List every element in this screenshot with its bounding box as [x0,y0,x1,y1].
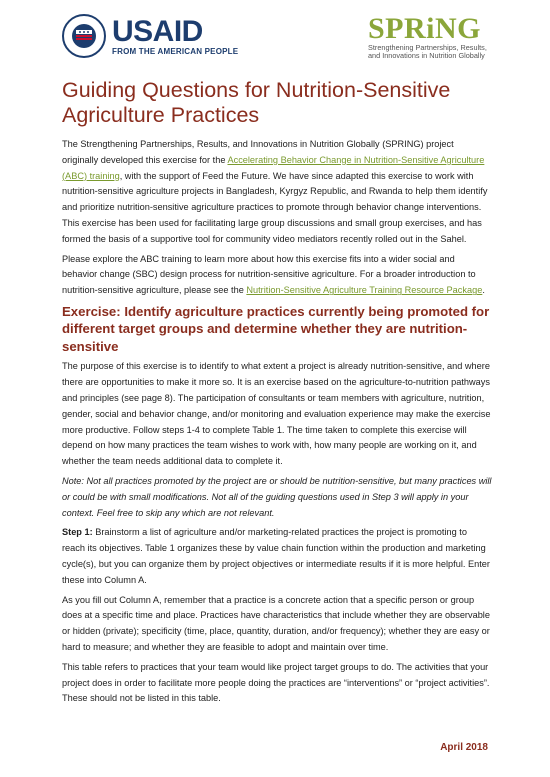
spring-tagline-2: and Innovations in Nutrition Globally [368,51,485,61]
usaid-seal-icon [62,14,106,58]
usaid-tagline: FROM THE AMERICAN PEOPLE [112,46,239,56]
spring-wordmark: SPRiNG [368,12,482,45]
page-title [62,78,492,128]
page-header [62,14,488,64]
intro-paragraph-2 [62,252,492,299]
column-a-paragraph: As you fill out Column A, remember that a practice is a concrete action that a specific person or group does at a specific time and place. Practices have characteristics that include whether they are observable or hidden (private); specificity (time, place, quantity, duration, and/or frequency); whether they are easy or hard to measure; and whether they are feasible to adopt and maintain over time. [62,594,490,653]
usaid-wordmark: USAID [112,14,203,48]
exercise-heading: Exercise: Identify agriculture practices currently being promoted for different target groups and determine whether they are nutrition-sensitive [62,303,490,354]
title-line-2: Agriculture Practices [62,103,260,127]
step-1-label: Step 1: [62,527,93,538]
intro-p1-text-a: The Strengthening Partnerships, Results, and Innovations in Nutrition Globally (SPRING) project originally developed this exercise for the [62,139,454,165]
intro-p2-text-a: Please explore the ABC training to learn more about how this exercise fits into a wider social and behavior change (SBC) design process for nutrition-sensitive agriculture. For a broader introduction to nutrition-sensitive agriculture, please see the [62,253,476,296]
note-paragraph: Note: Not all practices promoted by the project are or should be nutrition-sensitive, but many practices will or could be with small modifications. Not all of the guiding questions used in Step 3 will apply in your context. Feel free to skip any which are not relevant. [62,476,492,518]
step-1-text: Brainstorm a list of agriculture and/or marketing-related practices the project is promoting to reach its objectives. Table 1 organizes these by value chain function within the production and marketing cycle(s), but you can organize them by project objectives or intermediate results if it is more helpful. Enter these into Column A. [62,527,490,585]
step-1-paragraph [62,525,492,588]
training-resource-package-link[interactable]: Nutrition-Sensitive Agriculture Training Resource Package [246,285,483,296]
document-body [62,78,492,711]
intro-paragraph-1 [62,137,492,248]
table-note-paragraph: This table refers to practices that your team would like project target groups to do. The activities that your project does in order to facilitate more people doing the practices are “interventions” or “project activities”. These should not be listed in this table. [62,661,490,704]
publication-date: April 2018 [440,742,488,753]
spring-logo [368,14,488,61]
abc-training-link[interactable]: Accelerating Behavior Change in Nutrition-Sensitive Agriculture (ABC) training [62,154,485,181]
purpose-paragraph: The purpose of this exercise is to identify to what extent a project is already nutrition-sensitive, and where there are opportunities to make it more so. It is an exercise based on the agriculture-to-nutrition pathways and principles (see page 8). The participation of consultants or team members with agriculture, nutrition, gender, social and behavior change, and/or monitoring and evaluation experience may make the exercise more productive. Follow steps 1-4 to complete Table 1. The time taken to complete this exercise will depend on how many practices the team wishes to work with, how many people are working on it, and whether the team needs additional data to complete it. [62,361,491,467]
intro-p1-text-b: , with the support of Feed the Future. We have since adapted this exercise to work with nutrition-sensitive agriculture projects in Bangladesh, Kyrgyz Republic, and Rwanda to help them identify and prioritize nutrition-sensitive agriculture practices to promote through behavior change interventions. This exercise has been used for facilitating large group discussions and small group exercises, and has formed the basis of a supportive tool for community video mediators recently rolled out in the Sahel. [62,170,488,244]
spring-tagline-1: Strengthening Partnerships, Results, [368,43,487,52]
usaid-logo [62,14,238,58]
title-line-1: Guiding Questions for Nutrition-Sensitive [62,78,451,102]
intro-p2-text-b: . [482,285,485,296]
